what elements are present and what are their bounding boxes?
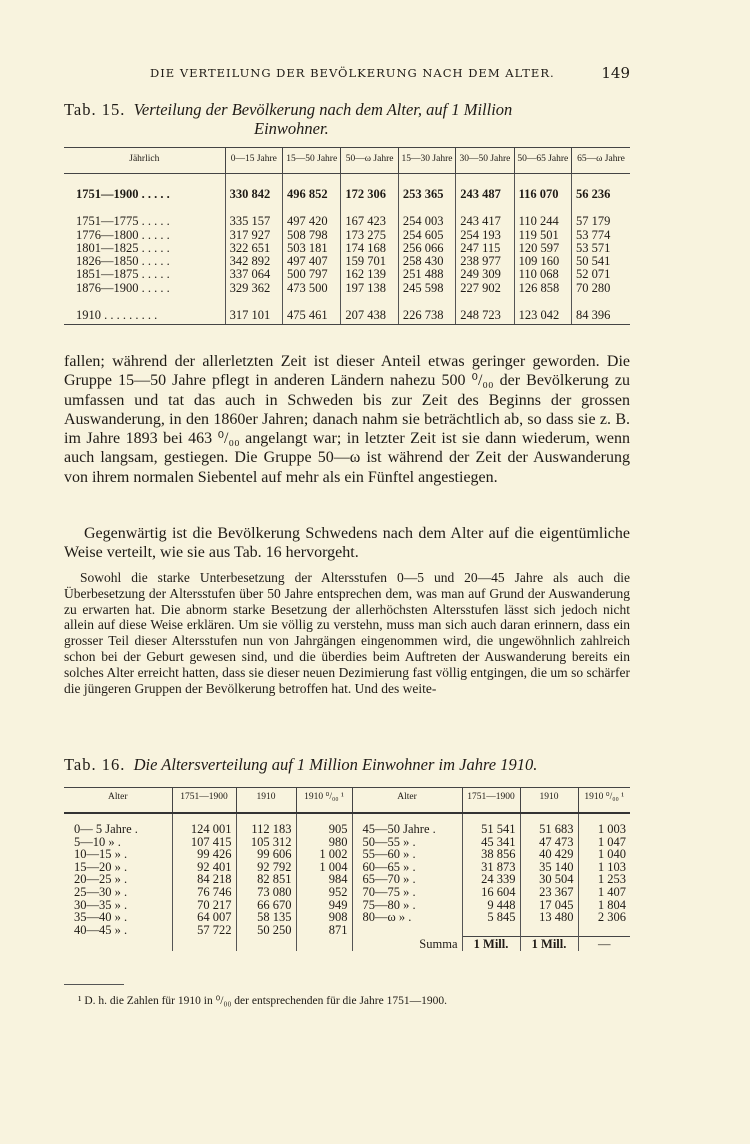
- table-cell: 227 902: [456, 282, 514, 295]
- table-cell: 15—20 » .: [74, 859, 128, 874]
- table-cell: 50—55 » .: [352, 836, 462, 849]
- table15-row-1910: [64, 309, 630, 325]
- table-cell: 1 004: [296, 861, 352, 874]
- table-cell: 173 275: [341, 229, 398, 242]
- table-cell: 1876—1900 . . . . .: [76, 280, 170, 295]
- table16-summa-row: [64, 936, 630, 951]
- table-cell: 905: [296, 823, 352, 836]
- table-cell: 243 487: [456, 188, 514, 201]
- table-cell: 110 244: [514, 215, 571, 228]
- table-cell: 109 160: [514, 255, 571, 268]
- table-cell: 1751—1900 . . . . .: [76, 187, 170, 201]
- table-cell: [578, 924, 630, 937]
- table15-caption-text: Verteilung der Bevölkerung nach dem Alter, auf 1 Million: [133, 100, 513, 119]
- table-cell: 31 873: [462, 861, 520, 874]
- table-cell: 337 064: [225, 268, 282, 281]
- table-cell: 980: [296, 836, 352, 849]
- table-cell: 503 181: [283, 242, 341, 255]
- table-cell: 99 426: [172, 848, 236, 861]
- table-cell: 25—30 » .: [74, 884, 128, 899]
- table-cell: 53 571: [572, 242, 631, 255]
- table-cell: 871: [296, 924, 352, 937]
- table16-header-cell: 1751—1900: [172, 788, 236, 814]
- table15-header-cell: 15—50 Jahre: [283, 148, 341, 174]
- running-title: DIE VERTEILUNG DER BEVÖLKERUNG NACH DEM ALTER.: [150, 66, 555, 80]
- table15: [64, 147, 630, 325]
- table-cell: 65—70 » .: [352, 873, 462, 886]
- table-cell: 1 003: [578, 823, 630, 836]
- table-cell: 16 604: [462, 886, 520, 899]
- table-row: [64, 268, 630, 281]
- table-cell: 317 101: [225, 309, 282, 325]
- table-cell: 249 309: [456, 268, 514, 281]
- table-cell: 1 Mill.: [520, 936, 578, 951]
- table-cell: 2 306: [578, 911, 630, 924]
- table-cell: 52 071: [572, 268, 631, 281]
- table-cell: 66 670: [236, 899, 296, 912]
- table-cell: 1 047: [578, 836, 630, 849]
- table-cell: 30—35 » .: [74, 897, 128, 912]
- table-cell: 99 606: [236, 848, 296, 861]
- table-cell: 82 851: [236, 873, 296, 886]
- table-cell: 70—75 » .: [352, 886, 462, 899]
- table15-total-row: [64, 188, 630, 201]
- table-cell: 30 504: [520, 873, 578, 886]
- table-row: [64, 911, 630, 924]
- table-row: [64, 848, 630, 861]
- footnote-rule: [64, 984, 124, 985]
- table-cell: 35 140: [520, 861, 578, 874]
- table15-caption-lead: Tab. 15.: [64, 100, 126, 119]
- body-paragraph: fallen; während der allerletzten Zeit ist dieser Anteil etwas geringer geworden. Die Gruppe 15—50 Jahre pflegt in anderen Ländern nahezu 500 ⁰/₀₀ der Bevölkerung zu umfassen und tat das auch in Schweden bis zur Zeit des Beginns der grossen Auswanderung, in den 1860er Jahren; danach nahm sie beträchtlich ab, so dass sie z. B. im Jahre 1893 bei 463 ⁰/₀₀ angelangt war; in letzter Zeit ist sie dann wiederum, wenn auch langsam, gestiegen. Die Gruppe 50—ω ist während der Zeit der Auswanderung von ihrem normalen Siebentel auf mehr als ein Fünftel angestiegen.: [64, 353, 630, 486]
- table-row: [64, 282, 630, 295]
- table-cell: 243 417: [456, 215, 514, 228]
- table16-caption-lead: Tab. 16.: [64, 755, 126, 774]
- table-cell: 40 429: [520, 848, 578, 861]
- table-cell: 508 798: [283, 229, 341, 242]
- table-cell: 23 367: [520, 886, 578, 899]
- table-cell: 342 892: [225, 255, 282, 268]
- table15-header-cell: Jährlich: [64, 148, 225, 174]
- table-cell: 172 306: [341, 188, 398, 201]
- table-cell: 112 183: [236, 823, 296, 836]
- table15-caption-line2: Einwohner.: [254, 119, 329, 138]
- table-cell: 475 461: [283, 309, 341, 325]
- table-cell: 56 236: [572, 188, 631, 201]
- table-cell: 1 804: [578, 899, 630, 912]
- table-cell: 1910 . . . . . . . . .: [64, 309, 225, 325]
- table-cell: 45—50 Jahre .: [352, 823, 462, 836]
- table-cell: 126 858: [514, 282, 571, 295]
- table-cell: 245 598: [398, 282, 455, 295]
- table-cell: 84 396: [572, 309, 631, 325]
- table16-header-cell: 1751—1900: [462, 788, 520, 814]
- table-cell: 317 927: [225, 229, 282, 242]
- table-cell: 949: [296, 899, 352, 912]
- table-cell: 329 362: [225, 282, 282, 295]
- table15-header-cell: 15—30 Jahre: [398, 148, 455, 174]
- table-cell: 1851—1875 . . . . .: [76, 267, 170, 282]
- table-cell: 24 339: [462, 873, 520, 886]
- table-cell: 70 217: [172, 899, 236, 912]
- table-cell: 57 179: [572, 215, 631, 228]
- table-cell: 1 002: [296, 848, 352, 861]
- table-cell: 159 701: [341, 255, 398, 268]
- table-cell: 124 001: [172, 823, 236, 836]
- table-cell: 1801—1825 . . . . .: [76, 240, 170, 255]
- table-cell: 50 250: [236, 924, 296, 937]
- table-cell: 226 738: [398, 309, 455, 325]
- table-cell: 1 040: [578, 848, 630, 861]
- table-cell: 57 722: [172, 924, 236, 937]
- table-cell: 497 420: [283, 215, 341, 228]
- table-cell: 496 852: [283, 188, 341, 201]
- table-cell: 0— 5 Jahre .: [74, 822, 138, 836]
- table-cell: 105 312: [236, 836, 296, 849]
- table15-caption: [64, 100, 634, 138]
- table-cell: 35—40 » .: [74, 910, 128, 925]
- table16-caption-text: Die Altersverteilung auf 1 Million Einwohner im Jahre 1910.: [133, 755, 538, 774]
- table-cell: [462, 924, 520, 937]
- table-cell: 51 683: [520, 823, 578, 836]
- summa-label: Summa: [352, 936, 462, 951]
- table-cell: 162 139: [341, 268, 398, 281]
- table15-header-cell: 65—ω Jahre: [572, 148, 631, 174]
- table-cell: 73 080: [236, 886, 296, 899]
- table-cell: 207 438: [341, 309, 398, 325]
- table16-header-cell: Alter: [64, 788, 172, 814]
- table-row: [64, 242, 630, 255]
- table-cell: 47 473: [520, 836, 578, 849]
- running-header: [150, 66, 630, 80]
- table-cell: 197 138: [341, 282, 398, 295]
- table-cell: 473 500: [283, 282, 341, 295]
- table-cell: 984: [296, 873, 352, 886]
- table-cell: 84 218: [172, 873, 236, 886]
- footnote: ¹ D. h. die Zahlen für 1910 in ⁰/₀₀ der entsprechenden für die Jahre 1751—1900.: [78, 995, 447, 1007]
- table-cell: 254 003: [398, 215, 455, 228]
- table-cell: 497 407: [283, 255, 341, 268]
- table-cell: 116 070: [514, 188, 571, 201]
- table15-header-row: [64, 148, 630, 174]
- table16-header-cell: 1910 ⁰/₀₀ ¹: [296, 788, 352, 814]
- table-cell: 1776—1800 . . . . .: [76, 227, 170, 242]
- table-cell: 45 341: [462, 836, 520, 849]
- table-row: [64, 215, 630, 228]
- table-cell: 92 401: [172, 861, 236, 874]
- table-cell: 1 Mill.: [462, 936, 520, 951]
- table16: [64, 787, 630, 951]
- table-cell: 335 157: [225, 215, 282, 228]
- table16-header-cell: 1910: [236, 788, 296, 814]
- table-cell: [352, 924, 462, 937]
- table15-header-cell: 30—50 Jahre: [456, 148, 514, 174]
- table-cell: 110 068: [514, 268, 571, 281]
- table16-header-cell: 1910: [520, 788, 578, 814]
- table-cell: 120 597: [514, 242, 571, 255]
- table15-header-cell: 50—ω Jahre: [341, 148, 398, 174]
- table-row: [64, 823, 630, 836]
- table15-header-cell: 50—65 Jahre: [514, 148, 571, 174]
- table-cell: 119 501: [514, 229, 571, 242]
- table-cell: 38 856: [462, 848, 520, 861]
- table-row: [64, 886, 630, 899]
- table-cell: 50 541: [572, 255, 631, 268]
- small-paragraph: Sowohl die starke Unterbesetzung der Altersstufen 0—5 und 20—45 Jahre als auch die Überbesetzung der Altersstufen über 50 Jahre entsprechen dem, was man auf Grund der Auswanderung zu erwarten hat. Die abnorm starke Besetzung der allerhöchsten Altersstufen lässt sich jedoch nicht allein auf diese Weise erklären. Um sie völlig zu verstehn, muss man sich auch daran erinnern, dass ein grosser Teil dieser Altersstufen nun von Jahrgängen eingenommen wird, die ungewöhnlich zahlreich schon bei der Geburt gewesen sind, und die überdies beim Auftreten der Auswanderung bereits ein solches Alter erreicht hatten, dass sie dieser neuen Dezimierung fast völlig entgingen, die um so schärfer die jüngeren Gruppen der Bevölkerung betroffen hat. Und des weite-: [64, 570, 630, 696]
- table-cell: 60—65 » .: [352, 861, 462, 874]
- table-cell: 5 845: [462, 911, 520, 924]
- table-cell: 167 423: [341, 215, 398, 228]
- table-cell: 70 280: [572, 282, 631, 295]
- table-cell: 256 066: [398, 242, 455, 255]
- table-cell: 1 407: [578, 886, 630, 899]
- table-cell: —: [578, 936, 630, 951]
- table-cell: 51 541: [462, 823, 520, 836]
- table-cell: 500 797: [283, 268, 341, 281]
- table-cell: 254 605: [398, 229, 455, 242]
- table-cell: 5—10 » .: [74, 834, 121, 849]
- table-cell: 174 168: [341, 242, 398, 255]
- table-cell: 1 103: [578, 861, 630, 874]
- table16-caption: [64, 755, 634, 774]
- table16-header-cell: Alter: [352, 788, 462, 814]
- table-cell: 92 792: [236, 861, 296, 874]
- table-row: [64, 924, 630, 937]
- table-cell: 322 651: [225, 242, 282, 255]
- table-cell: 64 007: [172, 911, 236, 924]
- table-cell: 123 042: [514, 309, 571, 325]
- table16-header-row: [64, 788, 630, 814]
- table-cell: 10—15 » .: [74, 847, 128, 862]
- table-cell: 258 430: [398, 255, 455, 268]
- table-cell: 251 488: [398, 268, 455, 281]
- table-cell: 20—25 » .: [74, 872, 128, 887]
- table-cell: 9 448: [462, 899, 520, 912]
- table-cell: 254 193: [456, 229, 514, 242]
- table-cell: 1826—1850 . . . . .: [76, 254, 170, 269]
- table-cell: 247 115: [456, 242, 514, 255]
- table-row: [64, 229, 630, 242]
- table-cell: [520, 924, 578, 937]
- page-number: 149: [601, 64, 630, 82]
- table-cell: 1751—1775 . . . . .: [76, 214, 170, 229]
- table-cell: 908: [296, 911, 352, 924]
- table15-header-cell: 0—15 Jahre: [225, 148, 282, 174]
- table-row: [64, 255, 630, 268]
- table-cell: 330 842: [225, 188, 282, 201]
- body-paragraph: Gegenwärtig ist die Bevölkerung Schwedens nach dem Alter auf die eigentümliche Weise verteilt, wie sie aus Tab. 16 hervorgeht.: [64, 525, 630, 562]
- table-cell: 58 135: [236, 911, 296, 924]
- table-cell: 253 365: [398, 188, 455, 201]
- table-cell: 75—80 » .: [352, 899, 462, 912]
- table-cell: 53 774: [572, 229, 631, 242]
- table-cell: 248 723: [456, 309, 514, 325]
- table-cell: 80—ω » .: [352, 911, 462, 924]
- table16-header-cell: 1910 ⁰/₀₀ ¹: [578, 788, 630, 814]
- table-cell: 107 415: [172, 836, 236, 849]
- table-cell: 17 045: [520, 899, 578, 912]
- table-cell: 952: [296, 886, 352, 899]
- table-cell: 40—45 » .: [74, 922, 128, 937]
- table-cell: 76 746: [172, 886, 236, 899]
- table-cell: 1 253: [578, 873, 630, 886]
- table-cell: 55—60 » .: [352, 848, 462, 861]
- table-cell: 13 480: [520, 911, 578, 924]
- table-cell: 238 977: [456, 255, 514, 268]
